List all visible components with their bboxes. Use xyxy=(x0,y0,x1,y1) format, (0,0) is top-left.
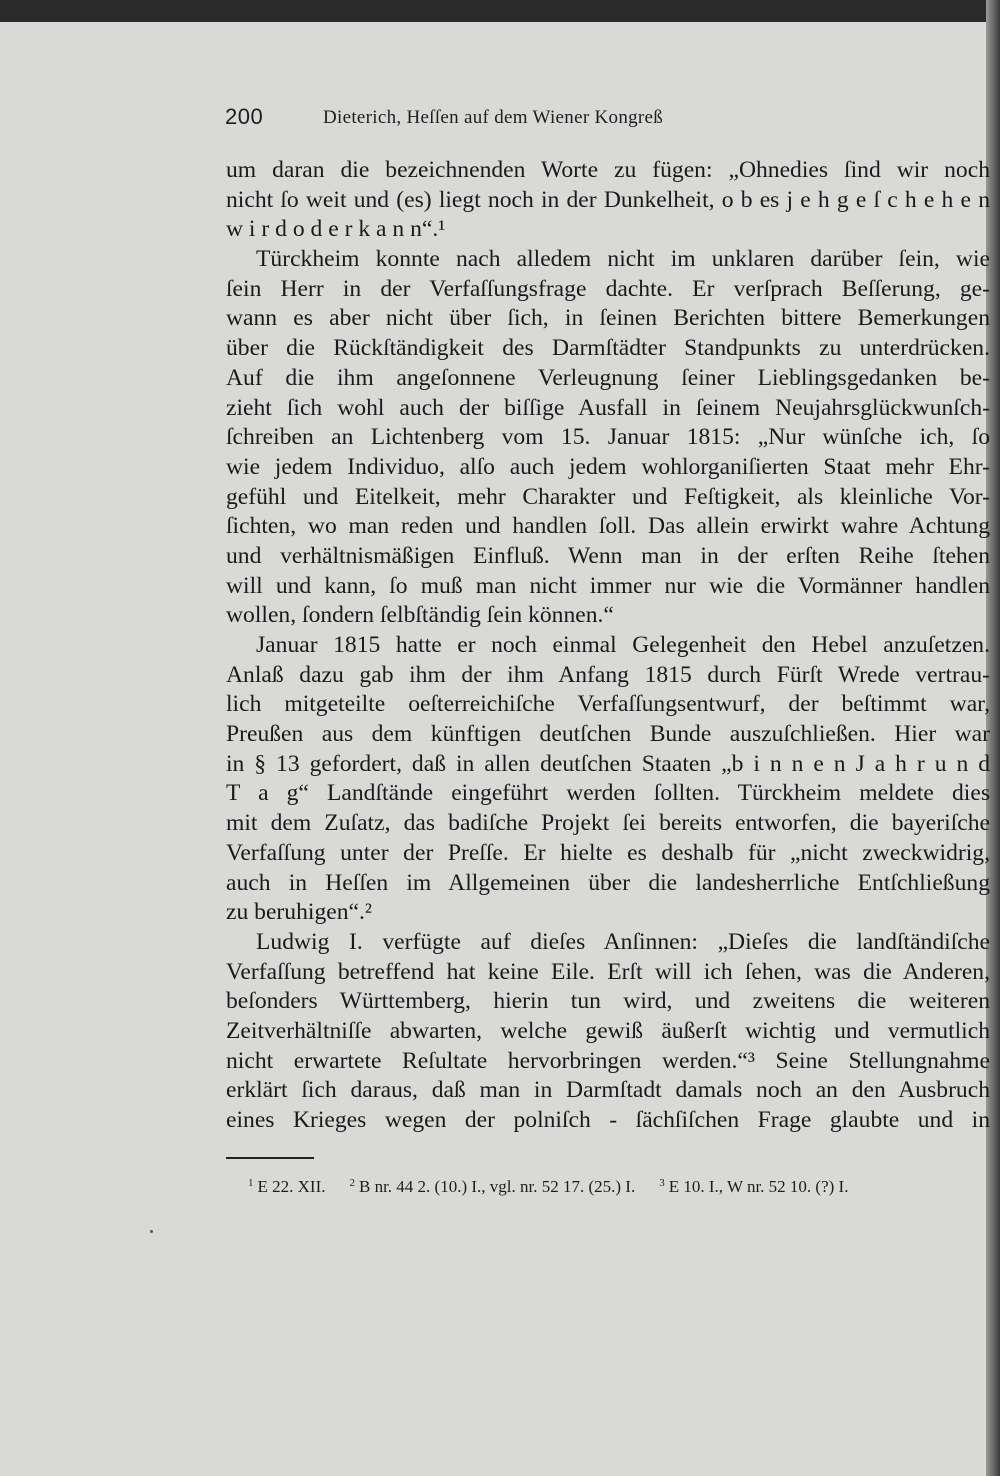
text-line: T a g“ Landſtände eingeführt werden ſollten. Türckheim meldete dies xyxy=(226,780,990,807)
footnote xyxy=(659,1177,848,1197)
text-line: ſchreiben an Lichtenberg vom 15. Januar 1815: „Nur wünſche ich, ſo xyxy=(226,424,990,451)
text-line: um daran die bezeichnenden Worte zu fügen: „Ohnedies ſind wir noch xyxy=(226,157,990,183)
footnote-number: 2 xyxy=(349,1177,355,1189)
body-text xyxy=(226,156,990,1136)
text-line: Verfaſſung betreffend hat keine Eile. Erſt will ich ſehen, was die Anderen, xyxy=(226,958,990,985)
text-line: Anlaß dazu gab ihm der ihm Anfang 1815 durch Fürſt Wrede vertrau- xyxy=(226,661,990,688)
text-line: Zeitverhältniſſe abwarten, welche gewiß äußerſt wichtig und vermutlich xyxy=(226,1017,990,1044)
text-line: nicht erwartete Reſultate hervorbringen werden.“³ Seine Stellungnahme xyxy=(226,1047,990,1074)
paragraph-start-line: Türckheim konnte nach alledem nicht im unklaren darüber ſein, wie xyxy=(256,246,990,273)
footnotes xyxy=(248,1177,992,1197)
text-line: ſein Herr in der Verfaſſungsfrage dachte. Er verſprach Beſſerung, ge- xyxy=(226,275,990,302)
text-line: lich mitgeteilte oeſterreichiſche Verfaſſungsentwurf, der beſtimmt war, xyxy=(226,691,990,718)
page-header xyxy=(225,104,990,140)
text-line: ſichten, wo man reden und handlen ſoll. Das allein erwirkt wahre Achtung xyxy=(226,513,990,540)
footnote-number: 1 xyxy=(248,1177,254,1189)
footnote-rule xyxy=(226,1157,314,1159)
paper-speck xyxy=(150,1230,153,1233)
text-line: auch in Heſſen im Allgemeinen über die landesherrliche Entſchließung xyxy=(226,869,990,896)
text-line: wollen, ſondern ſelbſtändig ſein können.“ xyxy=(226,602,614,629)
footnote xyxy=(248,1177,325,1197)
text-line: eines Krieges wegen der polniſch - ſächſiſchen Frage glaubte und in xyxy=(226,1107,990,1133)
text-line: und verhältnismäßigen Einfluß. Wenn man in der erſten Reihe ſtehen xyxy=(226,542,990,569)
text-line: zu beruhigen“.² xyxy=(226,899,372,926)
text-line: gefühl und Eitelkeit, mehr Charakter und Feſtigkeit, als kleinliche Vor- xyxy=(226,483,990,510)
text-line: will und kann, ſo muß man nicht immer nur wie die Vormänner handlen xyxy=(226,572,990,599)
footnote-number: 3 xyxy=(659,1177,665,1189)
footnote-text: E 10. I., W nr. 52 10. (?) I. xyxy=(668,1177,849,1196)
text-line: wie jedem Individuo, alſo auch jedem wohlorganiſierten Staat mehr Ehr- xyxy=(226,453,990,480)
footnote-text: B nr. 44 2. (10.) I., vgl. nr. 52 17. (25.) I. xyxy=(358,1177,636,1196)
text-line: Verfaſſung unter der Preſſe. Er hielte es deshalb für „nicht zweckwidrig, xyxy=(226,839,990,866)
text-line: zieht ſich wohl auch der biſſige Ausfall in ſeinem Neujahrsglückwunſch- xyxy=(226,394,990,421)
text-line: wann es aber nicht über ſich, in ſeinen Berichten bittere Bemerkungen xyxy=(226,305,990,332)
text-line: in § 13 gefordert, daß in allen deutſchen Staaten „b i n n e n J a h r u n d xyxy=(226,750,990,777)
text-line: erklärt ſich daraus, daß man in Darmſtadt damals noch an den Ausbruch xyxy=(226,1077,990,1104)
text-line: über die Rückſtändigkeit des Darmſtädter Standpunkts zu unterdrücken. xyxy=(226,335,990,362)
paragraph-start-line: Ludwig I. verfügte auf dieſes Anſinnen: „Dieſes die landſtändiſche xyxy=(256,928,990,955)
footnote-text: E 22. XII. xyxy=(257,1177,326,1196)
text-line: Auf die ihm angeſonnene Verleugnung ſeiner Lieblingsgedanken be- xyxy=(226,364,990,391)
text-line: beſonders Württemberg, hierin tun wird, und zweitens die weiteren xyxy=(226,988,990,1015)
text-line: mit dem Zuſatz, das badiſche Projekt ſei bereits entworfen, die bayeriſche xyxy=(226,810,990,837)
text-line: nicht ſo weit und (es) liegt noch in der Dunkelheit, o b es j e h g e ſ c h e h e n xyxy=(226,186,990,213)
running-head: Dieterich, Heſſen auf dem Wiener Kongreß xyxy=(323,107,664,128)
page-number: 200 xyxy=(225,104,264,129)
paragraph-start-line: Januar 1815 hatte er noch einmal Gelegenheit den Hebel anzuſetzen. xyxy=(256,632,990,658)
text-line: Preußen aus dem künftigen deutſchen Bunde auszuſchließen. Hier war xyxy=(226,721,990,748)
text-line: w i r d o d e r k a n n“.¹ xyxy=(226,216,446,243)
footnote xyxy=(349,1177,635,1197)
